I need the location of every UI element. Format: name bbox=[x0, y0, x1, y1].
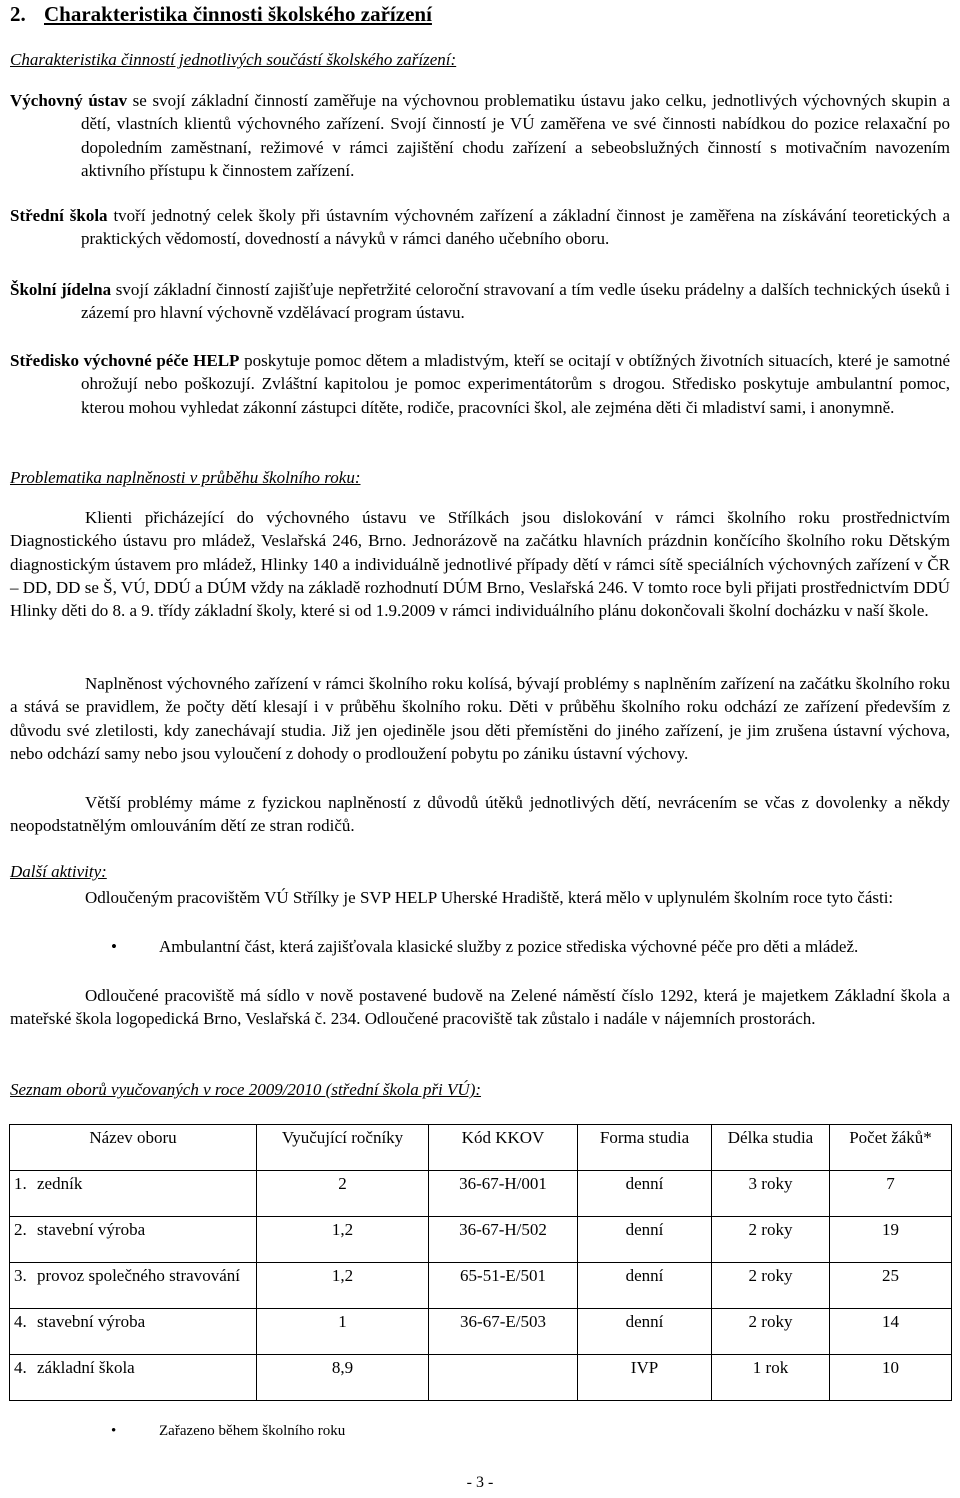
code-cell bbox=[429, 1355, 578, 1401]
paragraph-text: poskytuje pomoc dětem a mladistvým, kteří se ocitají v obtížných životních situacích, které je samotné ohrožují nebo poškozují. Zvláštní kapitolou je pomoc experimentátorům s drogou. Středisko poskytuje ambulantní pomoc, kterou mohou vyhledat zákonní zástupci dítěte, rodiče, pracovníci škol, ale zejména děti či mladiství sami, i anonymně. bbox=[81, 351, 950, 417]
code-cell: 36-67-E/503 bbox=[429, 1309, 578, 1355]
paragraph-skolni-jidelna bbox=[10, 278, 950, 325]
table-footnote bbox=[111, 1421, 345, 1441]
term-label: Středisko výchovné péče HELP bbox=[10, 351, 240, 370]
header-cell: Počet žáků* bbox=[830, 1125, 952, 1171]
count-cell: 7 bbox=[830, 1171, 952, 1217]
count-cell: 19 bbox=[830, 1217, 952, 1263]
form-cell: denní bbox=[578, 1309, 712, 1355]
length-cell: 2 roky bbox=[712, 1263, 830, 1309]
chapter-number: 2. bbox=[10, 2, 26, 26]
form-cell: denní bbox=[578, 1263, 712, 1309]
row-number: 4. bbox=[14, 1358, 27, 1377]
length-cell: 2 roky bbox=[712, 1217, 830, 1263]
paragraph-activities-intro: Odloučeným pracovištěm VÚ Střílky je SVP HELP Uherské Hradiště, která mělo v uplynulém školním roce tyto části: bbox=[85, 888, 894, 907]
length-cell: 2 roky bbox=[712, 1309, 830, 1355]
form-cell: denní bbox=[578, 1171, 712, 1217]
field-name-cell bbox=[10, 1217, 257, 1263]
field-name: základní škola bbox=[37, 1358, 135, 1377]
activities-bullet-item bbox=[111, 935, 950, 958]
footnote-text: Zařazeno během školního roku bbox=[159, 1423, 346, 1439]
bullet-text: Ambulantní část, která zajišťovala klasické služby z pozice střediska výchovné péče pro děti a mládež. bbox=[159, 937, 859, 956]
row-number: 1. bbox=[14, 1174, 27, 1193]
chapter-title: Charakteristika činnosti školského zařízení bbox=[44, 2, 432, 26]
field-name: stavební výroba bbox=[37, 1312, 146, 1331]
header-cell: Forma studia bbox=[578, 1125, 712, 1171]
header-cell: Délka studia bbox=[712, 1125, 830, 1171]
table-row bbox=[10, 1263, 952, 1309]
term-label: Školní jídelna bbox=[10, 280, 112, 299]
row-number: 4. bbox=[14, 1312, 27, 1331]
fields-table bbox=[9, 1124, 952, 1401]
row-number: 3. bbox=[14, 1266, 27, 1285]
length-cell: 3 roky bbox=[712, 1171, 830, 1217]
field-name-cell bbox=[10, 1309, 257, 1355]
paragraph-occupancy-1: Klienti přicházející do výchovného ústavu ve Střílkách jsou dislokování v rámci školního roku prostřednictvím Diagnostického ústavu pro mládež, Veslařská 246, Brno. Jednorázově na začátku hlavních prázdnin končícího školního roku Dětským diagnostickým ústavem pro mládež, Hlinky 140 a individuálně jednotlivé případy dětí v rámci sítě speciálních výchovných zařízení v ČR – DD, DD se Š, VÚ, DDÚ a DÚM vždy na základě rozhodnutí DÚM Brno, Veslařská 246. V tomto roce byli přijati prostřednictvím DDÚ Hlinky děti do 8. a 9. třídy základní školy, které si od 1.9.2009 v rámci individuálního plánu dokončovali školní docházku v naší škole. bbox=[10, 508, 950, 621]
table-row bbox=[10, 1309, 952, 1355]
chapter-heading bbox=[10, 2, 432, 27]
term-label: Výchovný ústav bbox=[10, 91, 128, 110]
table-row bbox=[10, 1217, 952, 1263]
grades-cell: 1,2 bbox=[257, 1217, 429, 1263]
paragraph-occupancy-2: Naplněnost výchovného zařízení v rámci školního roku kolísá, bývají problémy s naplněním zařízení na začátku školního roku a stává se pravidlem, že počty dětí klesají i v průběhu školního roku. Děti v průběhu školního roku odchází ze zařízení především z důvodu své zletilosti, kdy zanechávají studia. Již jen ojediněle jsou děti přemístěni do jiného zařízení, je jim zrušena ústavní výchova, nebo odchází samy nebo jsou vyloučení z dohody o prodloužení pobytu po zániku ústavní výchovy. bbox=[10, 674, 950, 763]
table-row bbox=[10, 1171, 952, 1217]
form-cell: denní bbox=[578, 1217, 712, 1263]
paragraph-stredni-skola bbox=[10, 204, 950, 251]
paragraph-text: tvoří jednotný celek školy při ústavním výchovném zařízení a základní činnost je zaměřena na získávání teoretických a praktických vědomostí, dovedností a návyků v rámci daného učebního oboru. bbox=[81, 206, 950, 249]
code-cell: 65-51-E/501 bbox=[429, 1263, 578, 1309]
section-subtitle-fields: Seznam oborů vyučovaných v roce 2009/2010 (střední škola při VÚ): bbox=[10, 1080, 482, 1099]
field-name-cell bbox=[10, 1355, 257, 1401]
field-name: zedník bbox=[37, 1174, 83, 1193]
count-cell: 10 bbox=[830, 1355, 952, 1401]
code-cell: 36-67-H/001 bbox=[429, 1171, 578, 1217]
row-number: 2. bbox=[14, 1220, 27, 1239]
grades-cell: 1 bbox=[257, 1309, 429, 1355]
header-cell: Vyučující ročníky bbox=[257, 1125, 429, 1171]
paragraph-text: se svojí základní činností zaměřuje na výchovnou problematiku ústavu jako celku, jednotlivých výchovných skupin a dětí, vlastních klientů výchovného zařízení. Svojí činností je VÚ zaměřena ve své činnosti nabídkou do pozice relaxační po dopoledním zaměstnaní, režimové v rámci zajištění chodu zařízení a sebeobslužných činností s motivačním navozením aktivního přístupu k činnostem zařízení. bbox=[81, 91, 950, 180]
paragraph-stredisko-help bbox=[10, 349, 950, 419]
paragraph-activities-closing: Odloučené pracoviště má sídlo v nově postavené budově na Zelené náměstí číslo 1292, která je majetkem Základní škola a mateřské škola logopedická Brno, Veslařská č. 234. Odloučené pracoviště tak zůstalo i nadále v nájemních prostorách. bbox=[10, 986, 950, 1029]
grades-cell: 1,2 bbox=[257, 1263, 429, 1309]
table-row bbox=[10, 1355, 952, 1401]
paragraph-vychovny-ustav bbox=[10, 89, 950, 182]
field-name: stavební výroba bbox=[37, 1220, 146, 1239]
count-cell: 14 bbox=[830, 1309, 952, 1355]
bullet-icon: • bbox=[111, 1423, 117, 1439]
grades-cell: 2 bbox=[257, 1171, 429, 1217]
field-name: provoz společného stravování bbox=[37, 1266, 240, 1285]
bullet-icon: • bbox=[111, 937, 117, 956]
page-number: - 3 - bbox=[466, 1474, 494, 1491]
paragraph-occupancy-3: Větší problémy máme z fyzickou naplněností z důvodů útěků jednotlivých dětí, nevrácením se včas z dovolenky a někdy neopodstatnělým omlouváním dětí ze stran rodičů. bbox=[10, 793, 950, 836]
code-cell: 36-67-H/502 bbox=[429, 1217, 578, 1263]
section-subtitle-activities: Další aktivity: bbox=[10, 862, 107, 881]
field-name-cell bbox=[10, 1263, 257, 1309]
section-subtitle-occupancy: Problematika naplněnosti v průběhu školního roku: bbox=[10, 468, 361, 487]
paragraph-text: svojí základní činností zajišťuje nepřetržité celoroční stravovaní a tím vedle úseku prádelny a dalších technických úseků i zázemí pro hlavní výchovně vzdělávací program ústavu. bbox=[81, 280, 950, 323]
header-cell: Kód KKOV bbox=[429, 1125, 578, 1171]
header-cell: Název oboru bbox=[10, 1125, 257, 1171]
form-cell: IVP bbox=[578, 1355, 712, 1401]
count-cell: 25 bbox=[830, 1263, 952, 1309]
section-subtitle-characteristics: Charakteristika činností jednotlivých součástí školského zařízení: bbox=[10, 50, 457, 69]
grades-cell: 8,9 bbox=[257, 1355, 429, 1401]
field-name-cell bbox=[10, 1171, 257, 1217]
length-cell: 1 rok bbox=[712, 1355, 830, 1401]
table-header-row bbox=[10, 1125, 952, 1171]
term-label: Střední škola bbox=[10, 206, 108, 225]
